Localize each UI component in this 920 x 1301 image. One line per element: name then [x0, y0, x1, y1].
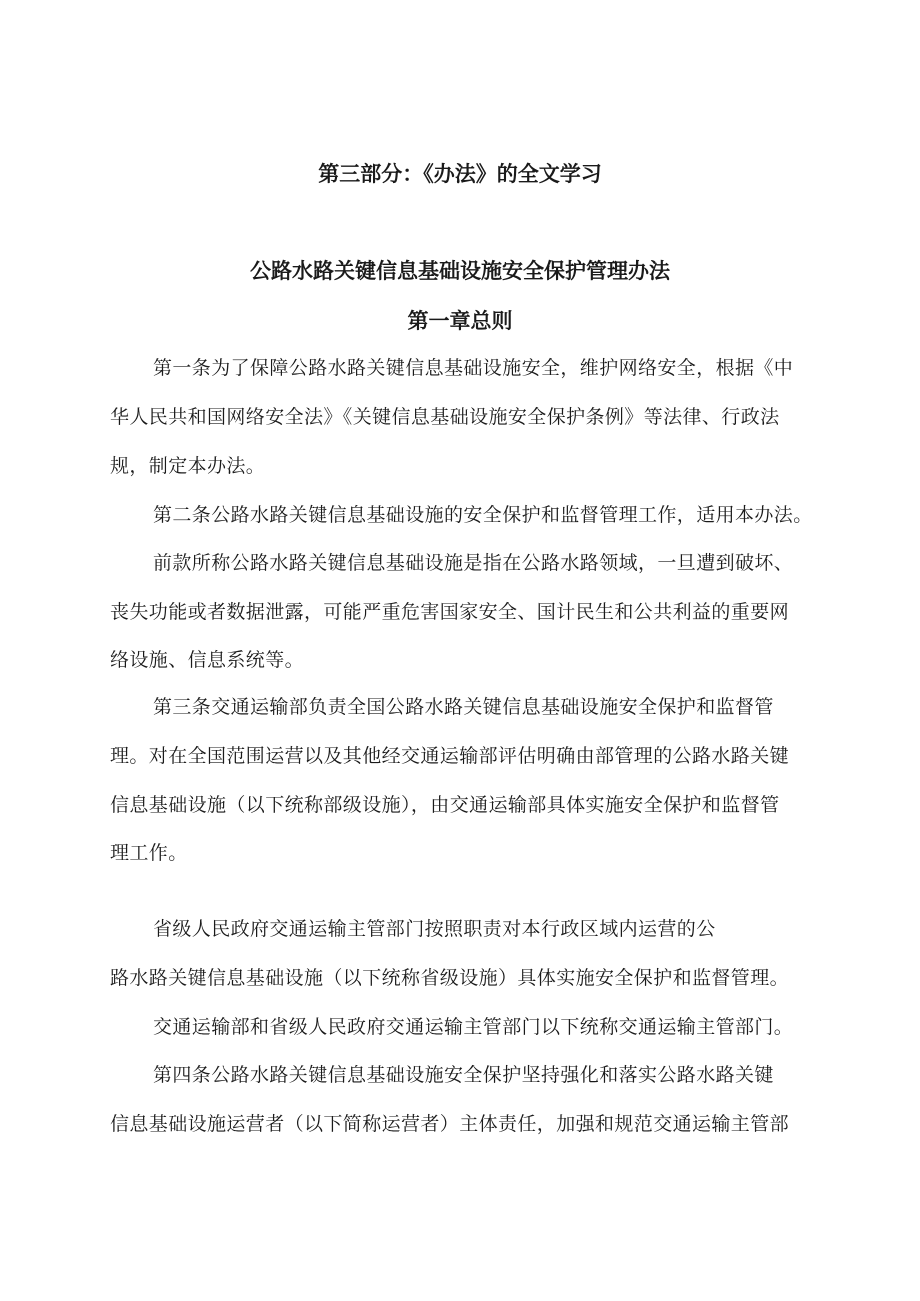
- paragraph-line: 省级人民政府交通运输主管部门按照职责对本行政区域内运营的公: [153, 918, 716, 940]
- paragraph-line: 华人民共和国网络安全法》《关键信息基础设施安全保护条例》等法律、行政法: [110, 406, 780, 428]
- paragraph-line: 前款所称公路水路关键信息基础设施是指在公路水路领域，一旦遭到破坏、: [153, 552, 794, 574]
- paragraph-line: 交通运输部和省级人民政府交通运输主管部门以下统称交通运输主管部门。: [153, 1016, 794, 1038]
- paragraph-line: 信息基础设施（以下统称部级设施），由交通运输部具体实施安全保护和监督管: [110, 794, 780, 816]
- paragraph-line: 第二条公路水路关键信息基础设施的安全保护和监督管理工作，适用本办法。: [153, 504, 813, 526]
- paragraph-line: 丧失功能或者数据泄露，可能严重危害国家安全、国计民生和公共利益的重要网: [110, 601, 790, 623]
- part-title: 第三部分：《办法》的全文学习: [318, 162, 602, 186]
- paragraph-line: 路水路关键信息基础设施（以下统称省级设施）具体实施安全保护和监督管理。: [110, 967, 790, 989]
- chapter-title: 第一章总则: [407, 309, 513, 333]
- law-title: 公路水路关键信息基础设施安全保护管理办法: [250, 259, 670, 283]
- paragraph-line: 理工作。: [110, 842, 188, 864]
- paragraph-line: 第三条交通运输部负责全国公路水路关键信息基础设施安全保护和监督管: [153, 696, 774, 718]
- paragraph-line: 规，制定本办法。: [110, 455, 266, 477]
- paragraph-line: 理。对在全国范围运营以及其他经交通运输部评估明确由部管理的公路水路关键: [110, 745, 790, 767]
- paragraph-line: 第四条公路水路关键信息基础设施安全保护坚持强化和落实公路水路关键: [153, 1064, 774, 1086]
- paragraph-line: 络设施、信息系统等。: [110, 649, 305, 671]
- paragraph-line: 第一条为了保障公路水路关键信息基础设施安全，维护网络安全，根据《中: [153, 357, 794, 379]
- paragraph-line: 信息基础设施运营者（以下简称运营者）主体责任，加强和规范交通运输主管部: [110, 1113, 790, 1135]
